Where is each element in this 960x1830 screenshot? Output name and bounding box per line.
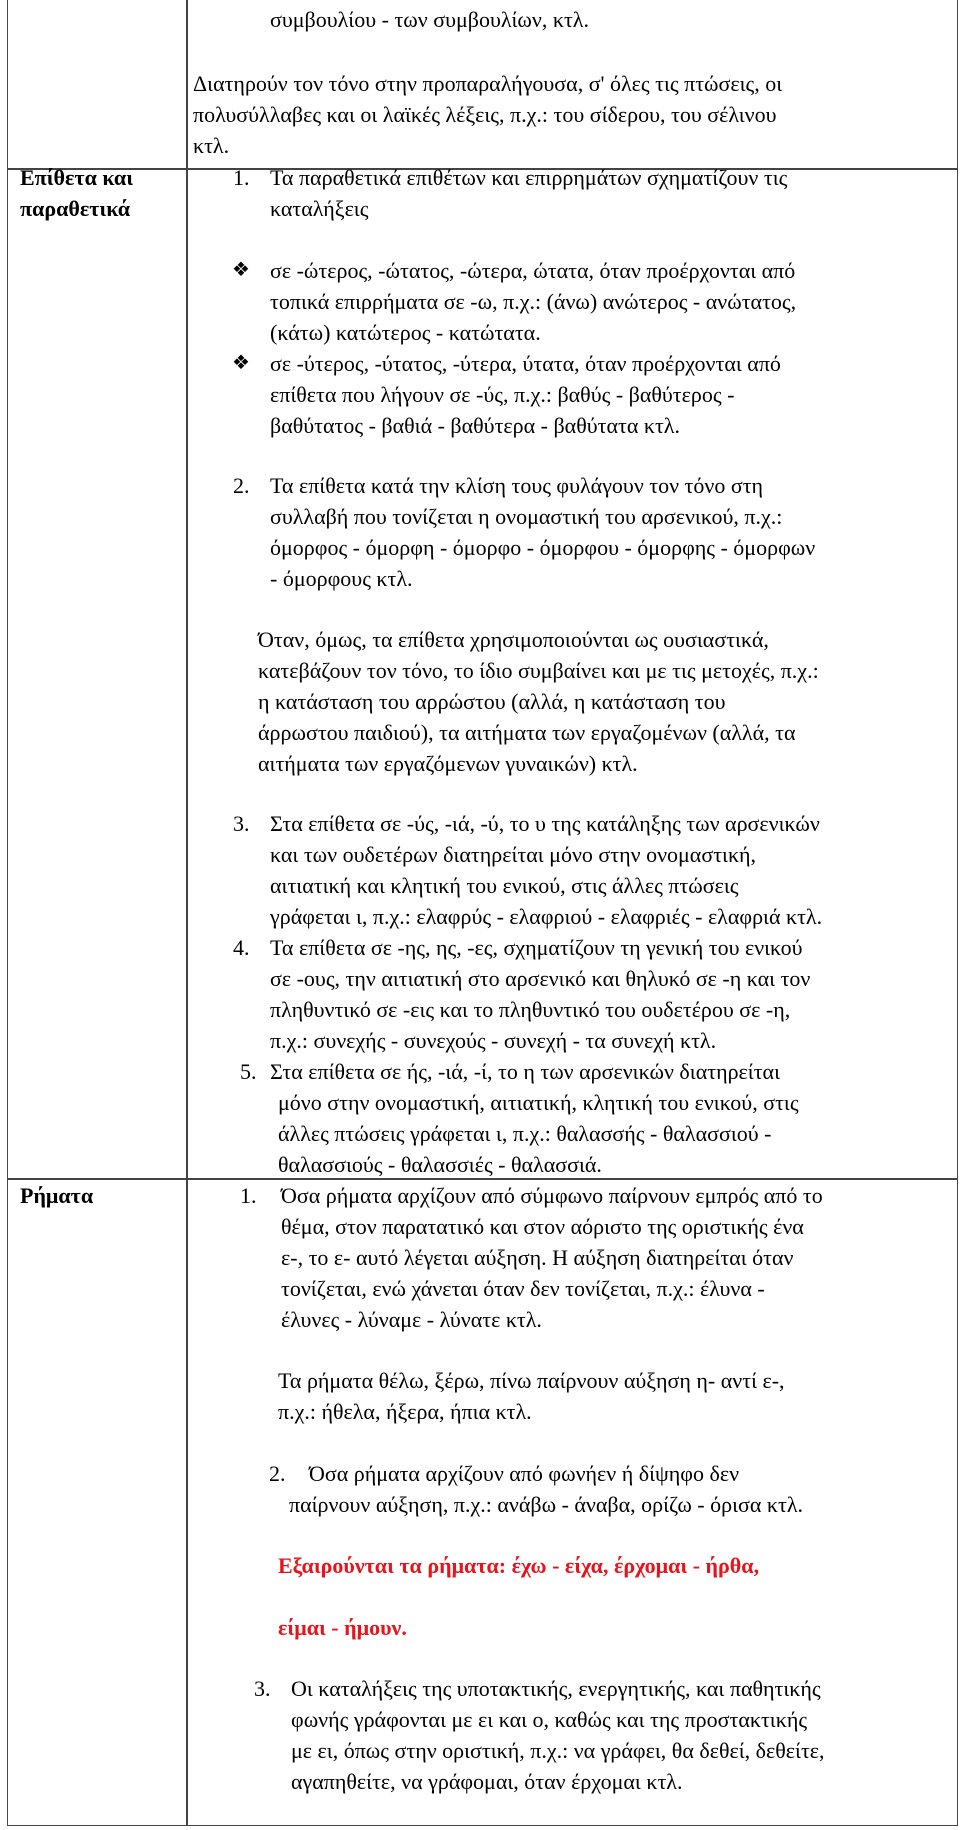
row-label-verbs: Ρήματα [20, 1183, 94, 1208]
list-item-line: Τα επίθετα κατά την κλίση τους φυλάγουν τον τόνο στη [270, 473, 764, 498]
list-item-line: - όμορφους κτλ. [270, 566, 413, 591]
list-number: 2. [233, 473, 250, 498]
bullet-line: σε -ύτερος, -ύτατος, -ύτερα, ύτατα, όταν προέρχονται από [270, 351, 781, 376]
note-line: π.χ.: ήθελα, ήξερα, ήπια κτλ. [278, 1399, 532, 1424]
bullet-line: (κάτω) κατώτερος - κατώτατα. [270, 320, 541, 345]
note-line: άρρωστου παιδιού), τα αιτήματα των εργαζομένων (αλλά, τα [258, 720, 796, 745]
note-line: Όταν, όμως, τα επίθετα χρησιμοποιούνται ως ουσιαστικά, [258, 627, 769, 652]
diamond-bullet-icon: ❖ [232, 352, 250, 374]
list-number: 5. [240, 1059, 257, 1084]
bullet-line: σε -ώτερος, -ώτατος, -ώτερα, ώτατα, όταν προέρχονται από [270, 258, 796, 283]
list-item-line: φωνής γράφονται με ει και ο, καθώς και της προστακτικής [291, 1707, 808, 1732]
list-item-line: θαλασσιούς - θαλασσιές - θαλασσιά. [278, 1152, 602, 1177]
list-item-line: τονίζεται, ενώ χάνεται όταν δεν τονίζεται, π.χ.: έλυνα - [281, 1276, 765, 1301]
list-item-line: όμορφος - όμορφη - όμορφο - όμορφου - όμορφης - όμορφων [270, 535, 816, 560]
list-item-line: Όσα ρήματα αρχίζουν από φωνήεν ή δίψηφο δεν [309, 1461, 740, 1486]
column-divider [186, 0, 188, 1826]
list-item-line: Στα επίθετα σε ής, -ιά, -ί, το η των αρσενικών διατηρείται [270, 1059, 780, 1084]
list-item-line: Στα επίθετα σε -ύς, -ιά, -ύ, το υ της κατάληξης των αρσενικών [270, 811, 820, 836]
list-item-line: πληθυντικό σε -εις και το πληθυντικό του ουδετέρου σε -η, [270, 997, 791, 1022]
paragraph-line: πολυσύλλαβες και οι λαϊκές λέξεις, π.χ.: του σίδερου, του σέλινου [193, 102, 777, 127]
list-item-line: παίρνουν αύξηση, π.χ.: ανάβω - άναβα, ορίζω - όρισα κτλ. [289, 1492, 804, 1517]
list-number: 3. [254, 1676, 271, 1701]
list-item-line: μόνο στην ονομαστική, αιτιατική, κλητική του ενικού, στις [278, 1090, 799, 1115]
continuation-line: συμβουλίου - των συμβουλίων, κτλ. [270, 7, 589, 32]
list-item-line: Τα επίθετα σε -ης, ης, -ες, σχηματίζουν τη γενική του ενικού [270, 935, 803, 960]
bullet-line: βαθύτατος - βαθιά - βαθύτερα - βαθύτατα κτλ. [270, 413, 680, 438]
note-line: Τα ρήματα θέλω, ξέρω, πίνω παίρνουν αύξηση η- αντί ε-, [278, 1368, 785, 1393]
exception-line: Εξαιρούνται τα ρήματα: έχω - είχα, έρχομαι - ήρθα, [278, 1553, 760, 1578]
bullet-line: επίθετα που λήγουν σε -ύς, π.χ.: βαθύς - βαθύτερος - [270, 382, 735, 407]
list-item-line: άλλες πτώσεις γράφεται ι, π.χ.: θαλασσής - θαλασσιού - [278, 1121, 772, 1146]
list-item-line: γράφεται ι, π.χ.: ελαφρύς - ελαφριού - ελαφριές - ελαφριά κτλ. [270, 904, 823, 929]
diamond-bullet-icon: ❖ [232, 259, 250, 281]
list-item-line: και των ουδετέρων διατηρείται μόνο στην ονομαστική, [270, 842, 757, 867]
list-number: 2. [269, 1461, 286, 1486]
list-item-line: Όσα ρήματα αρχίζουν από σύμφωνο παίρνουν εμπρός από το [281, 1183, 823, 1208]
list-item-line: με ει, όπως στην οριστική, π.χ.: να γράφει, θα δεθεί, δεθείτε, [291, 1738, 825, 1763]
row-label-adjectives: Επίθετα και [20, 165, 134, 190]
list-number: 3. [233, 811, 250, 836]
exception-line: είμαι - ήμουν. [278, 1615, 407, 1640]
list-number: 4. [233, 935, 250, 960]
note-line: κατεβάζουν τον τόνο, το ίδιο συμβαίνει και με τις μετοχές, π.χ.: [258, 658, 819, 683]
list-number: 1. [233, 165, 250, 190]
paragraph-line: Διατηρούν τον τόνο στην προπαραλήγουσα, σ' όλες τις πτώσεις, οι [193, 71, 783, 96]
row-label-adjectives: παραθετικά [20, 196, 131, 221]
list-item-line: θέμα, στον παρατατικό και στον αόριστο της οριστικής ένα [281, 1214, 804, 1239]
list-item-line: σε -ους, την αιτιατική στο αρσενικό και θηλυκό σε -η και τον [270, 966, 811, 991]
list-item-line: αιτιατική και κλητική του ενικού, στις άλλες πτώσεις [270, 873, 739, 898]
note-line: αιτήματα των εργαζόμενων γυναικών) κτλ. [258, 751, 638, 776]
list-item-line: Οι καταλήξεις της υποτακτικής, ενεργητικής, και παθητικής [291, 1676, 821, 1701]
list-item-line: καταλήξεις [270, 196, 369, 221]
bullet-line: τοπικά επιρρήματα σε -ω, π.χ.: (άνω) ανώτερος - ανώτατος, [270, 289, 797, 314]
list-item-line: έλυνες - λύναμε - λύνατε κτλ. [281, 1307, 542, 1332]
list-item-line: ε-, το ε- αυτό λέγεται αύξηση. Η αύξηση διατηρείται όταν [281, 1245, 794, 1270]
paragraph-line: κτλ. [193, 133, 230, 158]
list-item-line: συλλαβή που τονίζεται η ονομαστική του αρσενικού, π.χ.: [270, 504, 783, 529]
list-number: 1. [240, 1183, 257, 1208]
list-item-line: Τα παραθετικά επιθέτων και επιρρημάτων σχηματίζουν τις [270, 165, 788, 190]
list-item-line: αγαπηθείτε, να γράφομαι, όταν έρχομαι κτλ. [291, 1769, 683, 1794]
list-item-line: π.χ.: συνεχής - συνεχούς - συνεχή - τα συνεχή κτλ. [270, 1028, 717, 1053]
note-line: η κατάσταση του αρρώστου (αλλά, η κατάσταση του [258, 689, 726, 714]
